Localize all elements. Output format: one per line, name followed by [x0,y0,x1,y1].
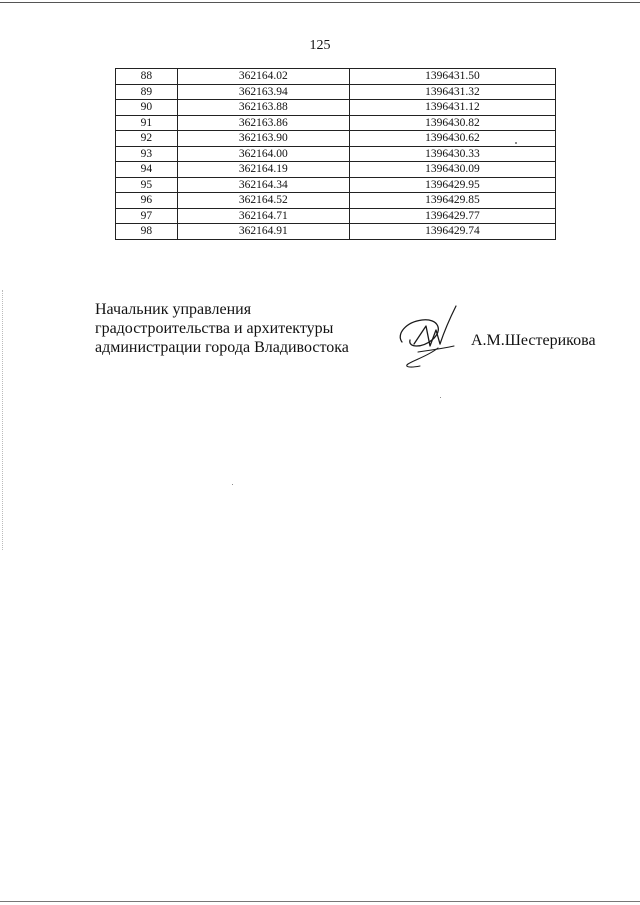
coordinates-table-body [116,69,556,240]
y-coordinate-cell: 1396431.12 [349,100,555,116]
point-number-cell: 92 [116,131,178,147]
table-row [116,146,556,162]
x-coordinate-cell: 362163.88 [177,100,349,116]
table-row [116,208,556,224]
table-row [116,84,556,100]
point-number-cell: 90 [116,100,178,116]
table-row [116,115,556,131]
y-coordinate-cell: 1396431.32 [349,84,555,100]
point-number-cell: 93 [116,146,178,162]
x-coordinate-cell: 362164.19 [177,162,349,178]
x-coordinate-cell: 362164.71 [177,208,349,224]
coordinates-table [115,68,556,240]
y-coordinate-cell: 1396431.50 [349,69,555,85]
point-number-cell: 91 [116,115,178,131]
x-coordinate-cell: 362164.02 [177,69,349,85]
x-coordinate-cell: 362164.00 [177,146,349,162]
y-coordinate-cell: 1396430.33 [349,146,555,162]
y-coordinate-cell: 1396429.85 [349,193,555,209]
x-coordinate-cell: 362164.52 [177,193,349,209]
signatory-title-line-3: администрации города Владивостока [95,339,349,356]
point-number-cell: 98 [116,224,178,240]
x-coordinate-cell: 362164.34 [177,177,349,193]
y-coordinate-cell: 1396430.62 [349,131,555,147]
scan-margin-artifact [2,290,4,550]
signatory-title-line-2: градостроительства и архитектуры [95,320,334,337]
top-edge-rule [0,2,640,3]
point-number-cell: 97 [116,208,178,224]
y-coordinate-cell: 1396429.95 [349,177,555,193]
table-row [116,162,556,178]
signatory-title-line-1: Начальник управления [95,301,252,318]
y-coordinate-cell: 1396429.77 [349,208,555,224]
handwritten-signature [392,300,472,372]
point-number-cell: 94 [116,162,178,178]
table-row [116,131,556,147]
table-row [116,224,556,240]
point-number-cell: 88 [116,69,178,85]
point-number-cell: 96 [116,193,178,209]
point-number-cell: 95 [116,177,178,193]
table-row [116,100,556,116]
scan-speck [232,484,233,485]
point-number-cell: 89 [116,84,178,100]
page-number: 125 [309,38,331,53]
y-coordinate-cell: 1396430.09 [349,162,555,178]
x-coordinate-cell: 362163.90 [177,131,349,147]
table-row [116,177,556,193]
bottom-edge-rule [0,901,640,902]
signatory-title [95,300,395,357]
table-row [116,69,556,85]
scan-speck [515,142,517,144]
signatory-name: А.М.Шестерикова [471,332,596,349]
y-coordinate-cell: 1396429.74 [349,224,555,240]
x-coordinate-cell: 362163.94 [177,84,349,100]
x-coordinate-cell: 362163.86 [177,115,349,131]
table-row [116,193,556,209]
x-coordinate-cell: 362164.91 [177,224,349,240]
scan-speck [440,397,441,398]
y-coordinate-cell: 1396430.82 [349,115,555,131]
